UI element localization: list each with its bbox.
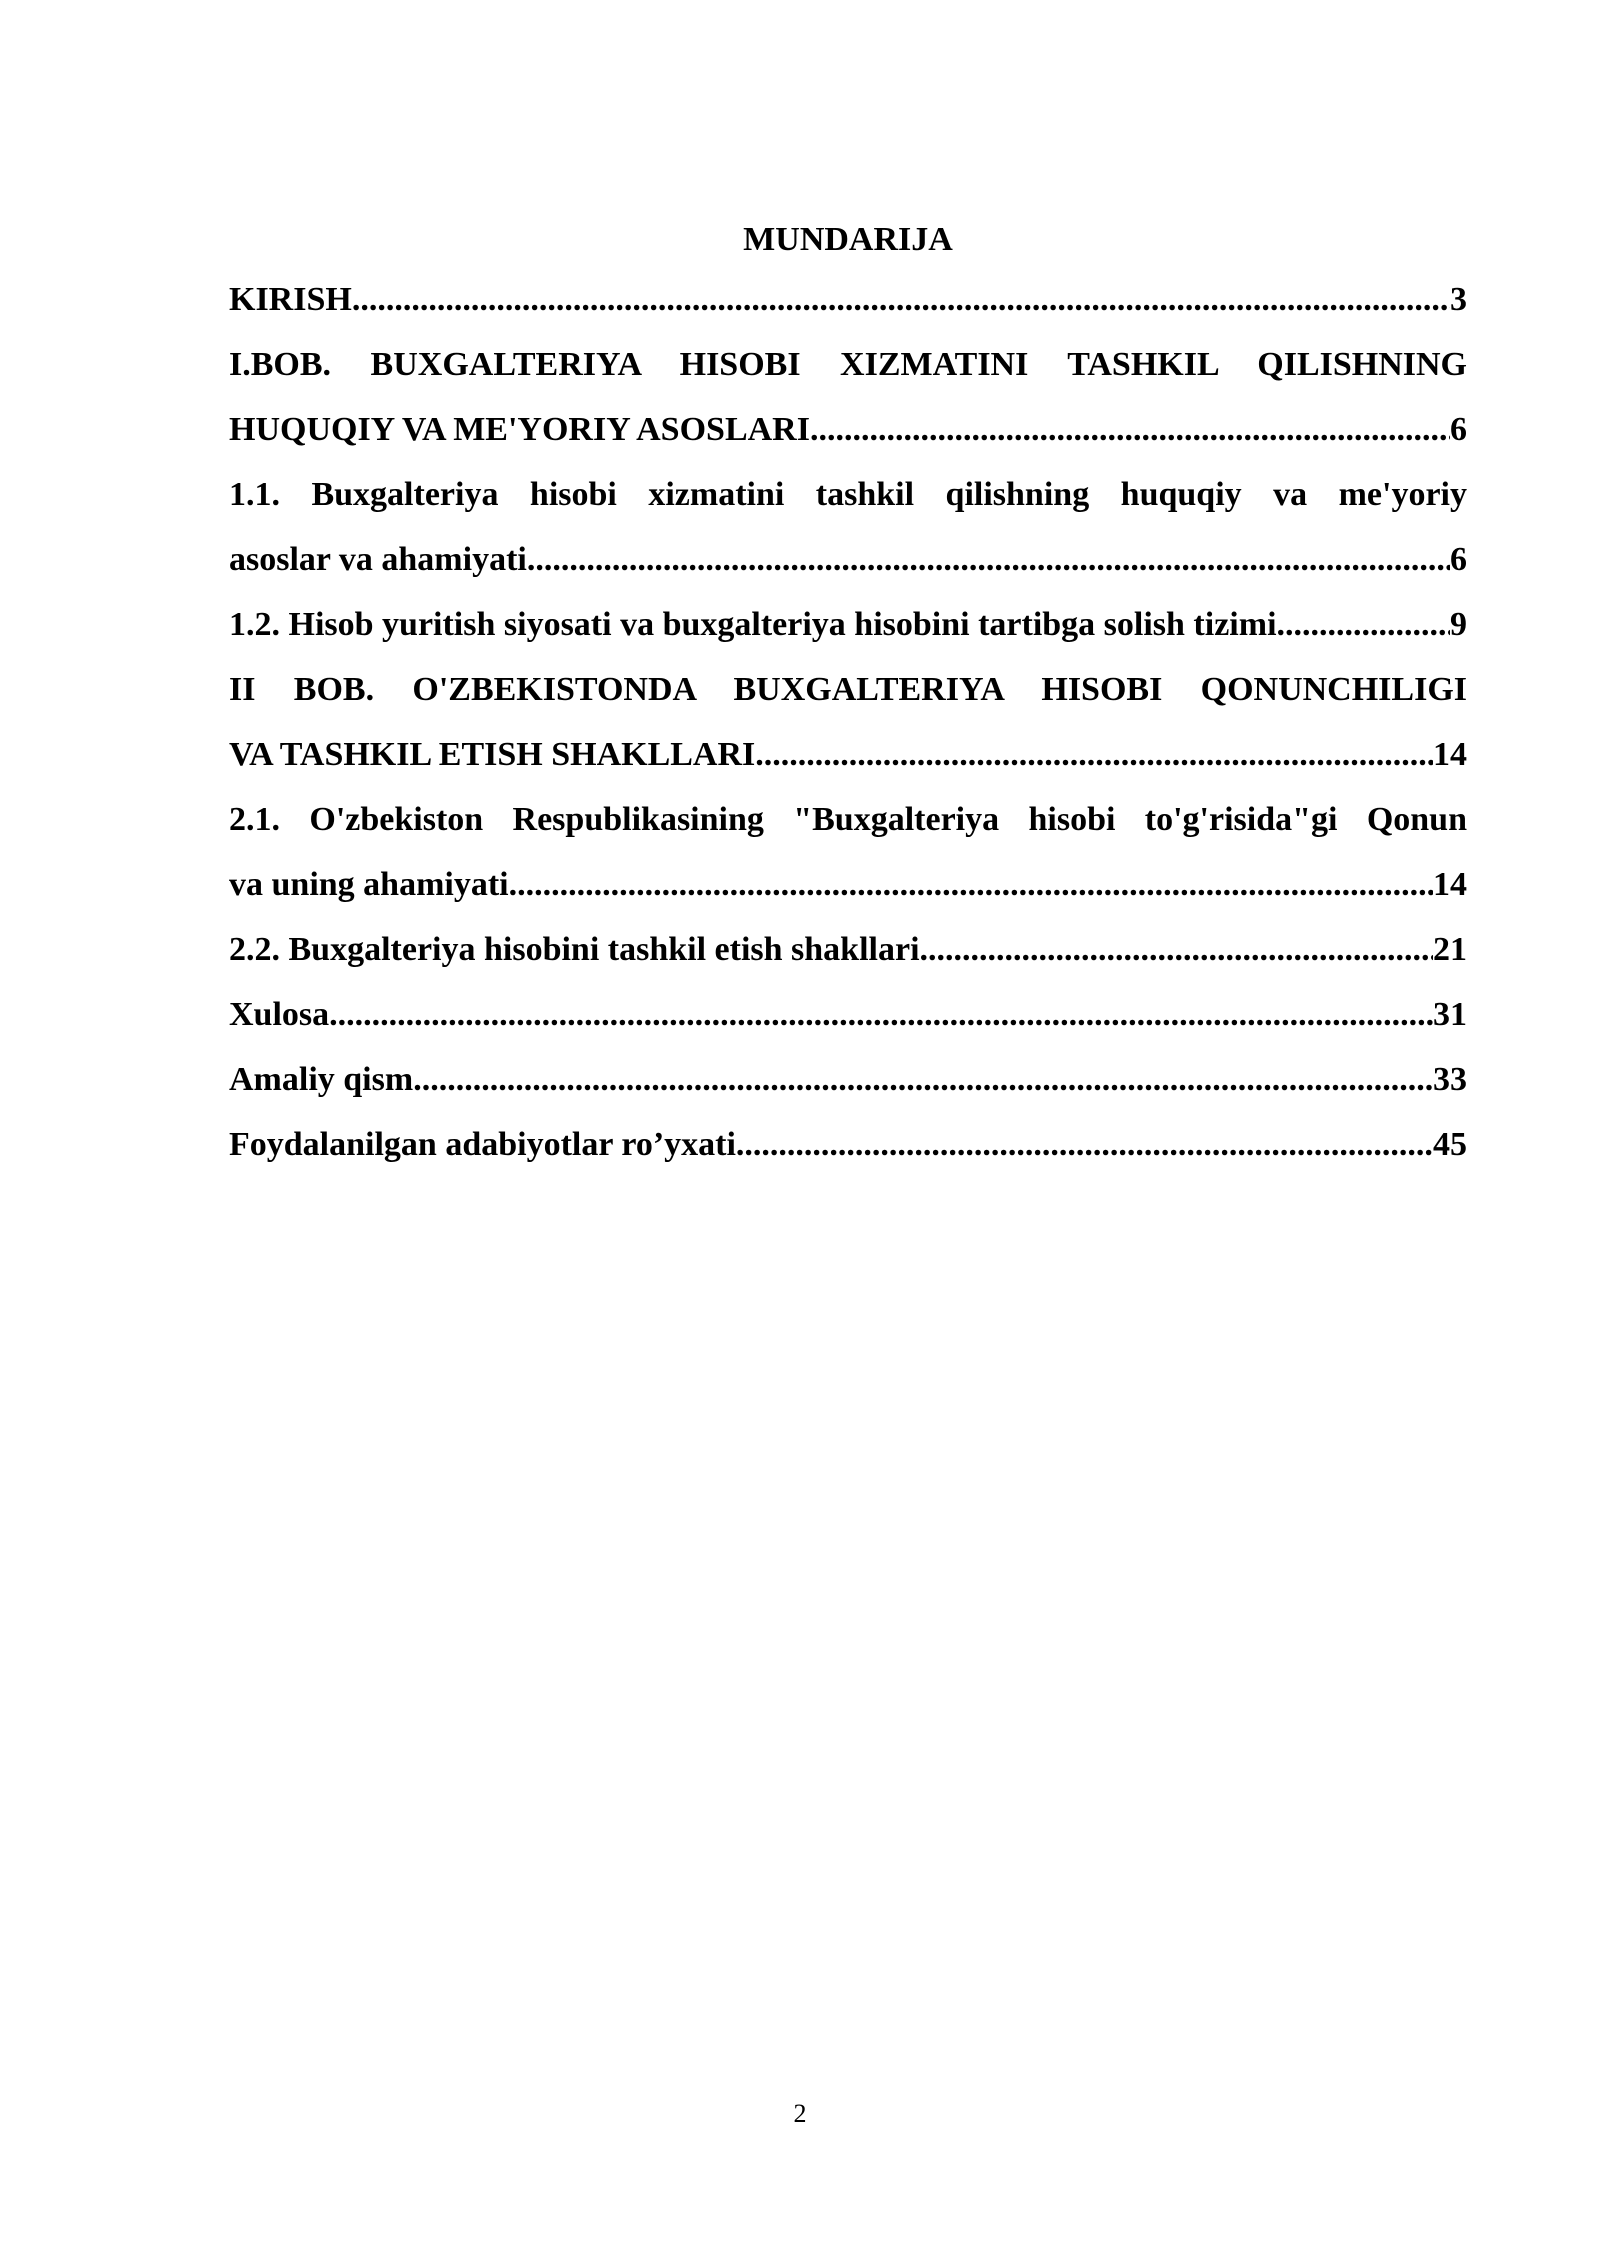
dot-leader	[755, 722, 1433, 787]
toc-entry-line: 1.1. Buxgalteriya hisobi xizmatini tashkil qilishning huquqiy va me'yoriy	[229, 476, 1467, 513]
toc-page-number: 6	[1450, 411, 1467, 448]
toc-page-number: 14	[1433, 866, 1467, 903]
toc-page-number: 9	[1450, 606, 1467, 643]
dot-leader	[736, 1112, 1433, 1177]
toc-entry-label: Amaliy qism	[229, 1061, 414, 1098]
dot-leader	[920, 917, 1433, 982]
dot-leader	[527, 527, 1450, 592]
toc-entry-label: VA TASHKIL ETISH SHAKLLARI	[229, 736, 756, 773]
dot-leader	[352, 267, 1450, 332]
toc-entry-line	[229, 1112, 1467, 1177]
toc-page-number: 21	[1433, 931, 1467, 968]
dot-leader	[329, 982, 1433, 1047]
toc-entry-label: Foydalanilgan adabiyotlar ro’yxati	[229, 1126, 736, 1163]
toc-entry-section-1-2[interactable]	[229, 592, 1467, 657]
toc-page-number: 14	[1433, 736, 1467, 773]
toc-entry-line: II BOB. O'ZBEKISTONDA BUXGALTERIYA HISOBI QONUNCHILIGI	[229, 671, 1467, 708]
table-of-contents	[229, 212, 1467, 1177]
dot-leader	[413, 1047, 1433, 1112]
toc-entry-line	[229, 917, 1467, 982]
toc-entry-line	[229, 592, 1467, 657]
toc-page-number: 3	[1450, 281, 1467, 318]
page-number: 2	[793, 2099, 807, 2128]
dot-leader	[509, 852, 1433, 917]
toc-entry-line	[229, 722, 1467, 787]
toc-entry-line	[229, 852, 1467, 917]
toc-entry-line: I.BOB. BUXGALTERIYA HISOBI XIZMATINI TASHKIL QILISHNING	[229, 346, 1467, 383]
toc-entry-chapter-2[interactable]	[229, 657, 1467, 787]
toc-entry-label: 1.2. Hisob yuritish siyosati va buxgalteriya hisobini tartibga solish tizimi	[229, 606, 1277, 643]
toc-entry-line	[229, 1047, 1467, 1112]
toc-page-number: 31	[1433, 996, 1467, 1033]
toc-entry-label: HUQUQIY VA ME'YORIY ASOSLARI	[229, 411, 810, 448]
toc-page-number: 6	[1450, 541, 1467, 578]
toc-entry-label: asoslar va ahamiyati	[229, 541, 527, 578]
toc-entry-chapter-1[interactable]	[229, 332, 1467, 462]
toc-entry-section-2-2[interactable]	[229, 917, 1467, 982]
dot-leader	[810, 397, 1450, 462]
toc-page-number: 33	[1433, 1061, 1467, 1098]
toc-entry-label: Xulosa	[229, 996, 330, 1033]
toc-entry-xulosa[interactable]	[229, 982, 1467, 1047]
toc-entry-kirish[interactable]	[229, 267, 1467, 332]
toc-title: MUNDARIJA	[743, 221, 953, 258]
toc-page-number: 45	[1433, 1126, 1467, 1163]
toc-entry-line	[229, 397, 1467, 462]
toc-entry-line	[229, 527, 1467, 592]
toc-entry-label: KIRISH	[229, 281, 352, 318]
toc-entry-line: 2.1. O'zbekiston Respublikasining "Buxgalteriya hisobi to'g'risida"gi Qonun	[229, 801, 1467, 838]
toc-entry-section-1-1[interactable]	[229, 462, 1467, 592]
toc-entry-line	[229, 267, 1467, 332]
dot-leader	[1277, 592, 1450, 657]
toc-entry-section-2-1[interactable]	[229, 787, 1467, 917]
toc-entry-line	[229, 982, 1467, 1047]
toc-entry-amaliy-qism[interactable]	[229, 1047, 1467, 1112]
toc-entry-references[interactable]	[229, 1112, 1467, 1177]
toc-entry-label: va uning ahamiyati	[229, 866, 509, 903]
toc-entry-label: 2.2. Buxgalteriya hisobini tashkil etish shakllari	[229, 931, 920, 968]
